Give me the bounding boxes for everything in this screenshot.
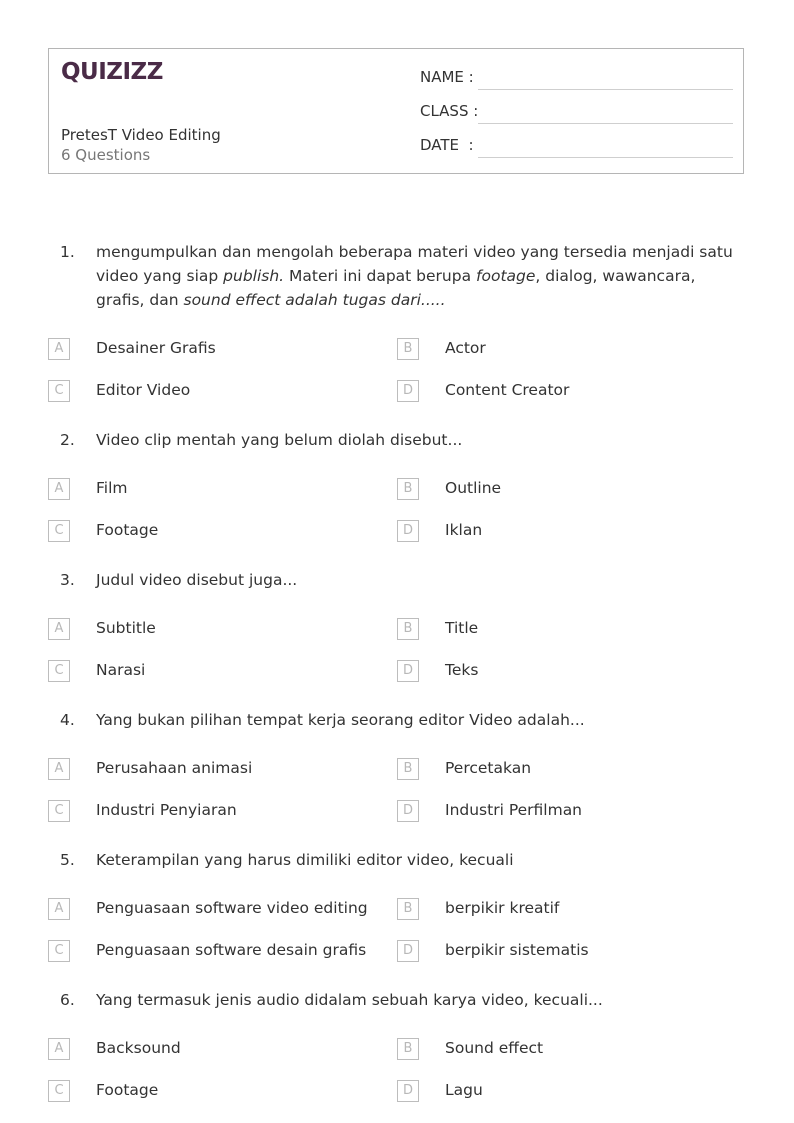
option-letter-box: A (48, 618, 70, 640)
option-text: Teks (445, 661, 479, 679)
option-letter-box: C (48, 520, 70, 542)
option-text: Film (96, 479, 128, 497)
option-letter-box: D (397, 660, 419, 682)
question-number: 5. (60, 851, 75, 869)
option-text: Backsound (96, 1039, 181, 1057)
name-line[interactable] (478, 89, 733, 90)
option-text: berpikir kreatif (445, 899, 560, 917)
option-text: Editor Video (96, 381, 191, 399)
option-text: Perusahaan animasi (96, 759, 253, 777)
option-text: Industri Penyiaran (96, 801, 237, 819)
option-letter-box: C (48, 1080, 70, 1102)
option-text: Footage (96, 521, 159, 539)
option-letter-box: B (397, 758, 419, 780)
option-letter-box: C (48, 800, 70, 822)
question-text: Yang bukan pilihan tempat kerja seorang editor Video adalah... (96, 711, 585, 729)
class-label: CLASS : (420, 102, 479, 120)
question-count: 6 Questions (61, 146, 151, 164)
option-letter-box: A (48, 1038, 70, 1060)
option-text: berpikir sistematis (445, 941, 589, 959)
option-letter-box: B (397, 618, 419, 640)
option-letter-box: B (397, 338, 419, 360)
option-letter-box: D (397, 940, 419, 962)
option-text: Subtitle (96, 619, 156, 637)
date-label: DATE : (420, 136, 474, 154)
option-text: Penguasaan software video editing (96, 899, 368, 917)
option-text: Penguasaan software desain grafis (96, 941, 367, 959)
option-text: Title (445, 619, 479, 637)
option-text: Footage (96, 1081, 159, 1099)
question-text: Keterampilan yang harus dimiliki editor video, kecuali (96, 851, 514, 869)
worksheet-title: PretesT Video Editing (61, 126, 221, 144)
option-letter-box: A (48, 898, 70, 920)
option-letter-box: D (397, 1080, 419, 1102)
option-text: Narasi (96, 661, 146, 679)
question-text: mengumpulkan dan mengolah beberapa materi video yang tersedia menjadi satu video yang siap publish. Materi ini dapat berupa footage, dialog, wawancara, grafis, dan sound effect adalah tugas dari..... (96, 243, 733, 309)
question-text: Yang termasuk jenis audio didalam sebuah karya video, kecuali... (96, 991, 603, 1009)
option-text: Actor (445, 339, 486, 357)
option-text: Content Creator (445, 381, 570, 399)
class-line[interactable] (478, 123, 733, 124)
question-number: 1. (60, 243, 75, 261)
quizizz-logo: QUIZIZZ (61, 59, 163, 85)
question-number: 4. (60, 711, 75, 729)
option-text: Outline (445, 479, 502, 497)
question-number: 3. (60, 571, 75, 589)
option-letter-box: C (48, 940, 70, 962)
option-letter-box: A (48, 478, 70, 500)
question-text: Judul video disebut juga... (96, 571, 298, 589)
option-letter-box: A (48, 338, 70, 360)
option-text: Desainer Grafis (96, 339, 216, 357)
option-letter-box: C (48, 660, 70, 682)
option-letter-box: D (397, 380, 419, 402)
option-letter-box: C (48, 380, 70, 402)
option-letter-box: B (397, 478, 419, 500)
option-text: Iklan (445, 521, 483, 539)
option-text: Industri Perfilman (445, 801, 583, 819)
option-text: Lagu (445, 1081, 483, 1099)
name-label: NAME : (420, 68, 474, 86)
option-letter-box: D (397, 520, 419, 542)
worksheet-header (48, 48, 744, 174)
option-text: Percetakan (445, 759, 532, 777)
question-text: Video clip mentah yang belum diolah disebut... (96, 431, 463, 449)
option-text: Sound effect (445, 1039, 544, 1057)
option-letter-box: B (397, 1038, 419, 1060)
option-letter-box: D (397, 800, 419, 822)
option-letter-box: A (48, 758, 70, 780)
option-letter-box: B (397, 898, 419, 920)
date-line[interactable] (478, 157, 733, 158)
question-number: 2. (60, 431, 75, 449)
question-number: 6. (60, 991, 75, 1009)
